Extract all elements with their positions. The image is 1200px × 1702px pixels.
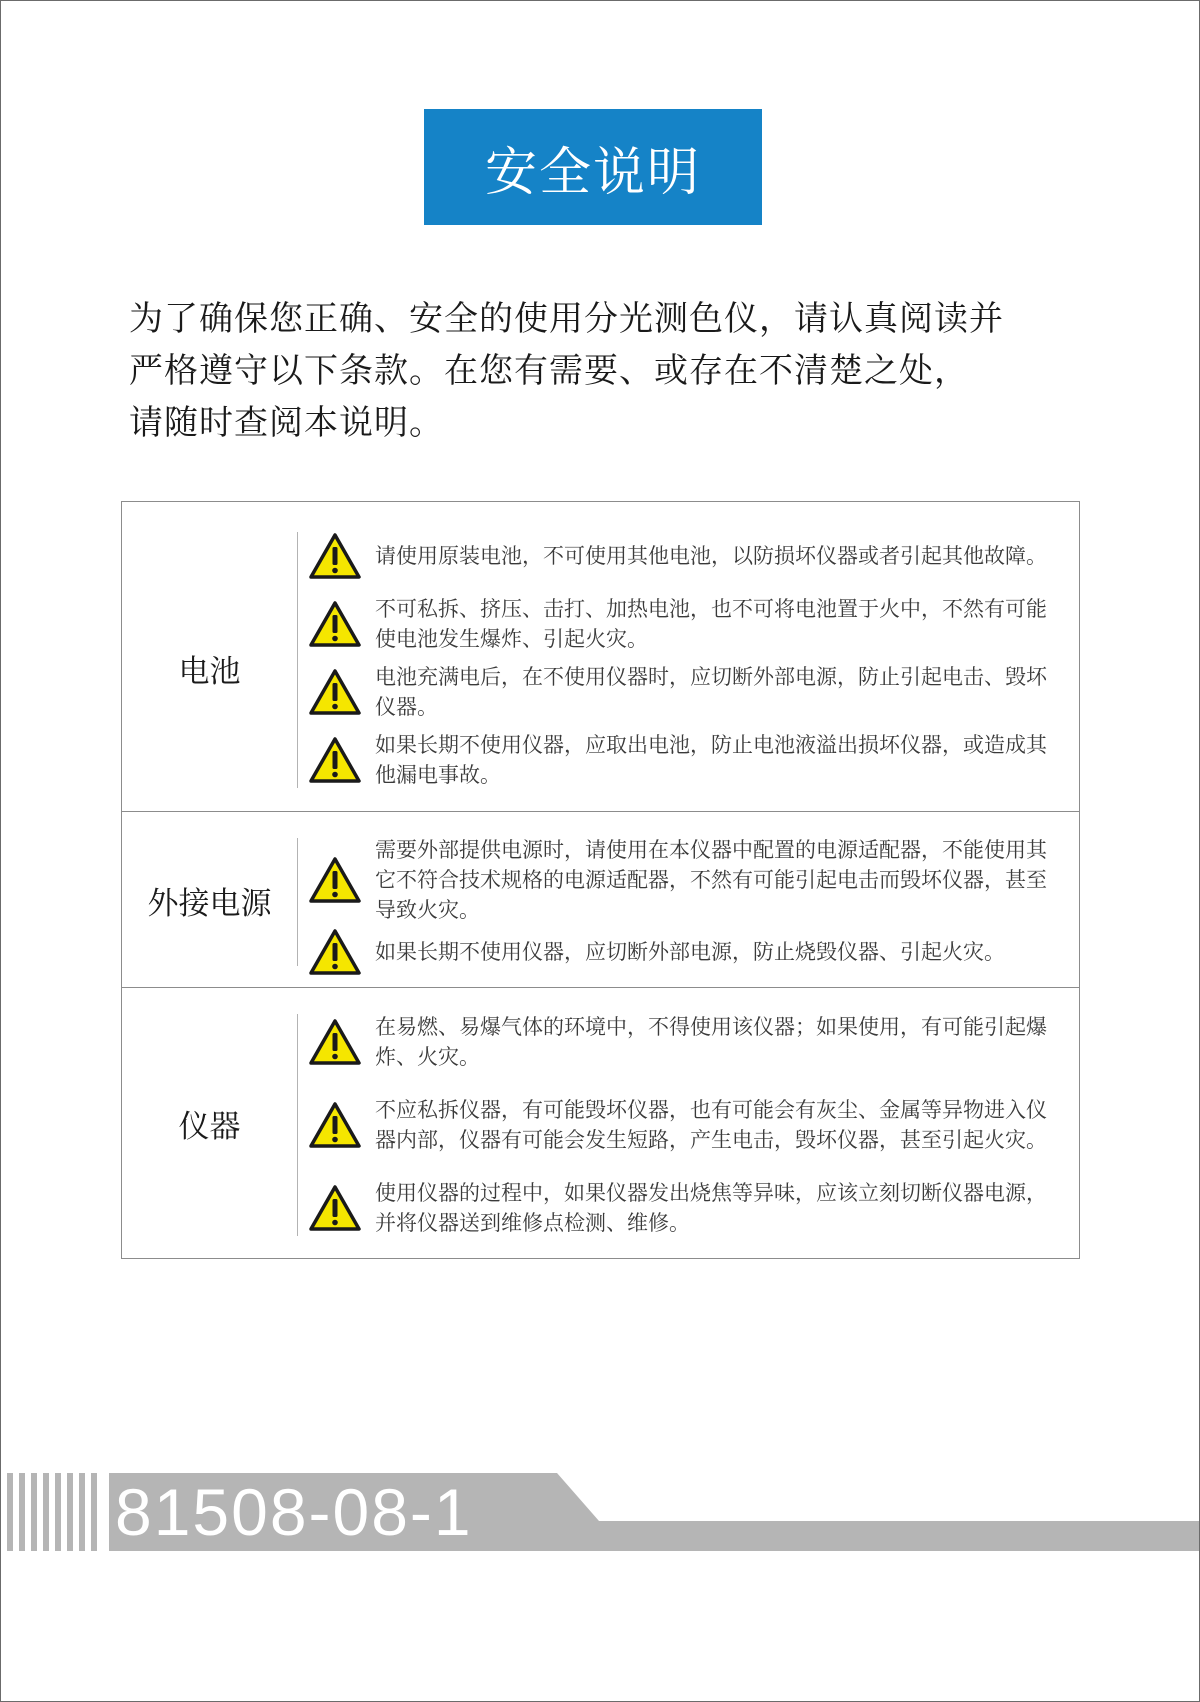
section-instrument xyxy=(122,988,1079,1258)
warning-text: 电池充满电后，在不使用仪器时，应切断外部电源，防止引起电击、毁坏仪器。 xyxy=(375,665,1047,719)
warning-item xyxy=(309,836,1065,924)
section-external-power xyxy=(122,812,1079,988)
section-label: 仪器 xyxy=(178,1108,241,1145)
warning-triangle-icon xyxy=(309,857,361,903)
section-items xyxy=(297,836,1079,987)
warning-triangle-icon xyxy=(309,601,361,647)
section-label: 电池 xyxy=(178,654,241,690)
warning-item xyxy=(309,526,1065,586)
page-title: 安全说明 xyxy=(424,109,762,225)
warning-text: 不应私拆仪器，有可能毁坏仪器，也有可能会有灰尘、金属等异物进入仪器内部，仪器有可能会发生短路，产生电击，毁坏仪器，甚至引起火灾。 xyxy=(375,1098,1047,1152)
warning-triangle-icon xyxy=(309,533,361,579)
warning-text: 在易燃、易爆气体的环境中，不得使用该仪器；如果使用，有可能引起爆炸、火灾。 xyxy=(375,1015,1047,1069)
intro-line: 请随时查阅本说明。 xyxy=(129,403,444,443)
warning-text: 请使用原装电池，不可使用其他电池，以防损坏仪器或者引起其他故障。 xyxy=(375,544,1047,568)
warning-text: 需要外部提供电源时，请使用在本仪器中配置的电源适配器，不能使用其它不符合技术规格的电源适配器，不然有可能引起电击而毁坏仪器，甚至导致火灾。 xyxy=(375,838,1047,922)
section-divider xyxy=(297,1014,298,1236)
section-divider xyxy=(297,532,298,788)
section-battery xyxy=(122,502,1079,812)
intro-line: 为了确保您正确、安全的使用分光测色仪，请认真阅读并 xyxy=(129,299,1004,339)
warning-triangle-icon xyxy=(309,669,361,715)
section-divider xyxy=(297,838,298,966)
warning-item xyxy=(309,1080,1065,1170)
warning-item xyxy=(309,932,1065,972)
warning-text: 不可私拆、挤压、击打、加热电池，也不可将电池置于火中，不然有可能使电池发生爆炸、引起火灾。 xyxy=(375,597,1047,651)
warning-item xyxy=(309,730,1065,790)
warning-triangle-icon xyxy=(309,1019,361,1065)
intro-paragraph xyxy=(129,293,1089,449)
warning-triangle-icon xyxy=(309,1102,361,1148)
warning-item xyxy=(309,594,1065,654)
warning-triangle-icon xyxy=(309,737,361,783)
warning-triangle-icon xyxy=(309,1185,361,1231)
section-items xyxy=(297,1012,1079,1258)
warning-text: 使用仪器的过程中，如果仪器发出烧焦等异味，应该立刻切断仪器电源，并将仪器送到维修点检测、维修。 xyxy=(375,1181,1047,1235)
warning-triangle-icon xyxy=(309,929,361,975)
warning-item xyxy=(309,1012,1065,1072)
warning-text: 如果长期不使用仪器，应切断外部电源，防止烧毁仪器、引起火灾。 xyxy=(375,940,1005,964)
section-items xyxy=(297,526,1079,811)
section-label: 外接电源 xyxy=(147,885,272,922)
intro-line: 严格遵守以下条款。在您有需要、或存在不清楚之处， xyxy=(129,351,969,391)
safety-table xyxy=(121,501,1080,1259)
warning-text: 如果长期不使用仪器，应取出电池，防止电池液溢出损坏仪器，或造成其他漏电事故。 xyxy=(375,733,1047,787)
warning-item xyxy=(309,1178,1065,1238)
footer-stripes-decoration xyxy=(7,1473,111,1551)
warning-item xyxy=(309,662,1065,722)
document-code: 81508-08-1 xyxy=(115,1475,473,1549)
